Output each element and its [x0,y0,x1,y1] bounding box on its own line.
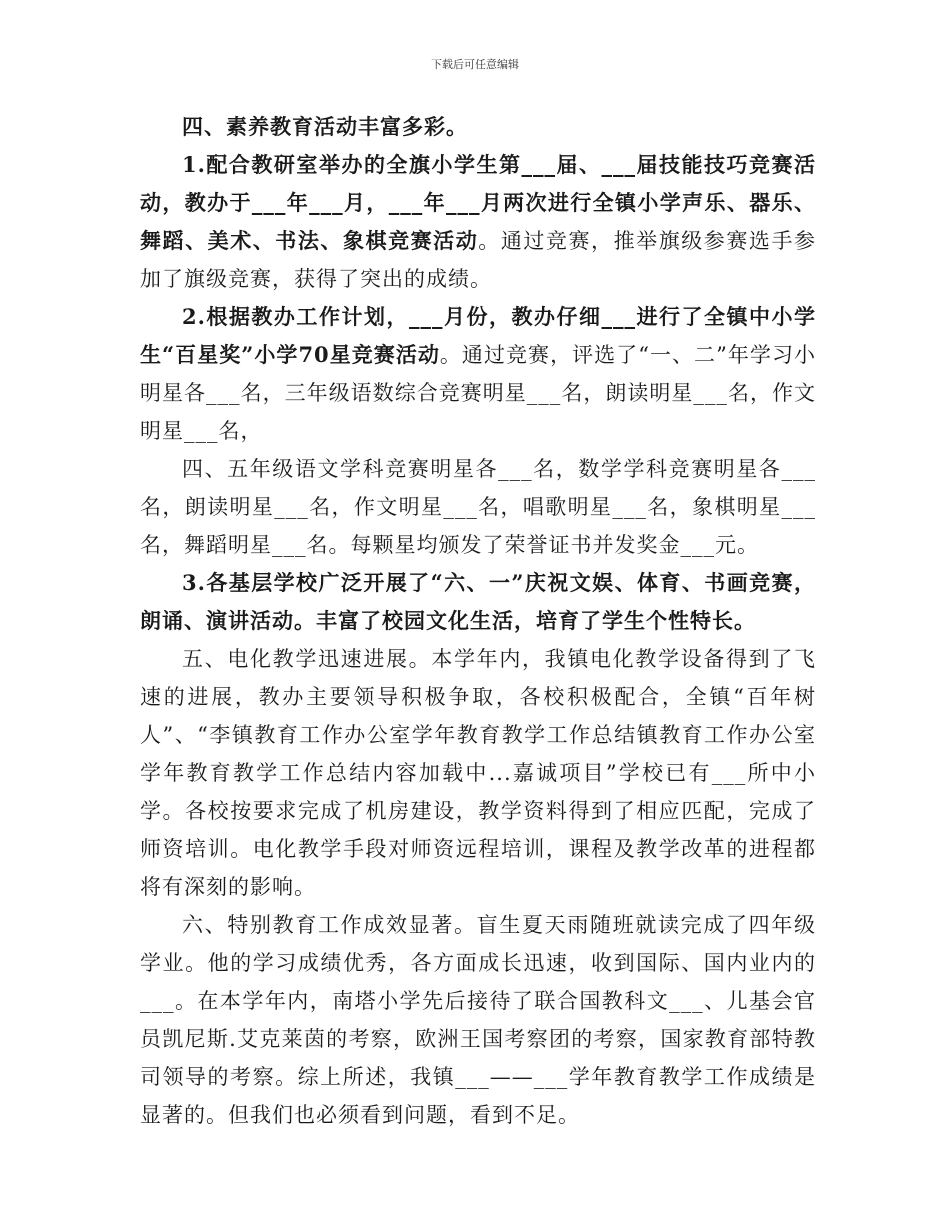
paragraph-section-six [140,906,816,1134]
page-header: 下载后可任意编辑 [431,58,519,71]
paragraph-text: 。通过竞赛，评选了“一、二”年学习小明星各___名，三年级语数综合竞赛明星___名，朗读明星___名，作文明星___名， [140,343,816,443]
paragraph-item-1 [140,146,816,298]
paragraph-bold-text: 3.各基层学校广泛开展了“六、一”庆祝文娱、体育、书画竞赛，朗诵、演讲活动。丰富了校园文化生活，培育了学生个性特长。 [140,570,816,633]
paragraph-section-four-title [140,108,816,146]
paragraph-bold-text: 四、素养教育活动丰富多彩。 [182,114,468,139]
paragraph-item-2 [140,298,816,450]
paragraph-text: 四、五年级语文学科竞赛明星各___名，数学学科竞赛明星各___名，朗读明星___名，作文明星___名，唱歌明星___名，象棋明星___名，舞蹈明星___名。每颗星均颁发了荣誉证书并发奖金___元。 [140,457,816,557]
document-body [140,108,816,1134]
paragraph-text: 五、电化教学迅速进展。本学年内，我镇电化教学设备得到了飞速的进展，教办主要领导积极争取，各校积极配合，全镇“百年树人”、“李镇教育工作办公室学年教育教学工作总结镇教育工作办公室学年教育教学工作总结内容加载中...嘉诚项目”学校已有___所中小学。各校按要求完成了机房建设，教学资料得到了相应匹配，完成了师资培训。电化教学手段对师资远程培训，课程及教学改革的进程都将有深刻的影响。 [140,647,816,899]
paragraph-section-five [140,640,816,906]
paragraph-item-3 [140,564,816,640]
paragraph-text: 六、特别教育工作成效显著。盲生夏天雨随班就读完成了四年级学业。他的学习成绩优秀，各方面成长迅速，收到国际、国内业内的___。在本学年内，南塔小学先后接待了联合国教科文___、儿基会官员凯尼斯.艾克莱茵的考察，欧洲王国考察团的考察，国家教育部特教司领导的考察。综上所述，我镇___——___学年教育教学工作成绩是显著的。但我们也必须看到问题，看到不足。 [140,913,816,1127]
paragraph-bold-text: 1.配合教研室举办的全旗小学生第___届、___届技能技巧竞赛活动，教办于___年___月，___年___月两次进行全镇小学声乐、器乐、舞蹈、美术、书法、象棋竞赛活动 [140,152,816,253]
paragraph-text: 。通过竞赛，推举旗级参赛选手参加了旗级竞赛，获得了突出的成绩。 [140,229,817,291]
paragraph-grades-four-five [140,450,816,564]
paragraph-bold-text: 2.根据教办工作计划，___月份，教办仔细___进行了全镇中小学生“百星奖”小学70星竞赛活动 [140,304,816,367]
